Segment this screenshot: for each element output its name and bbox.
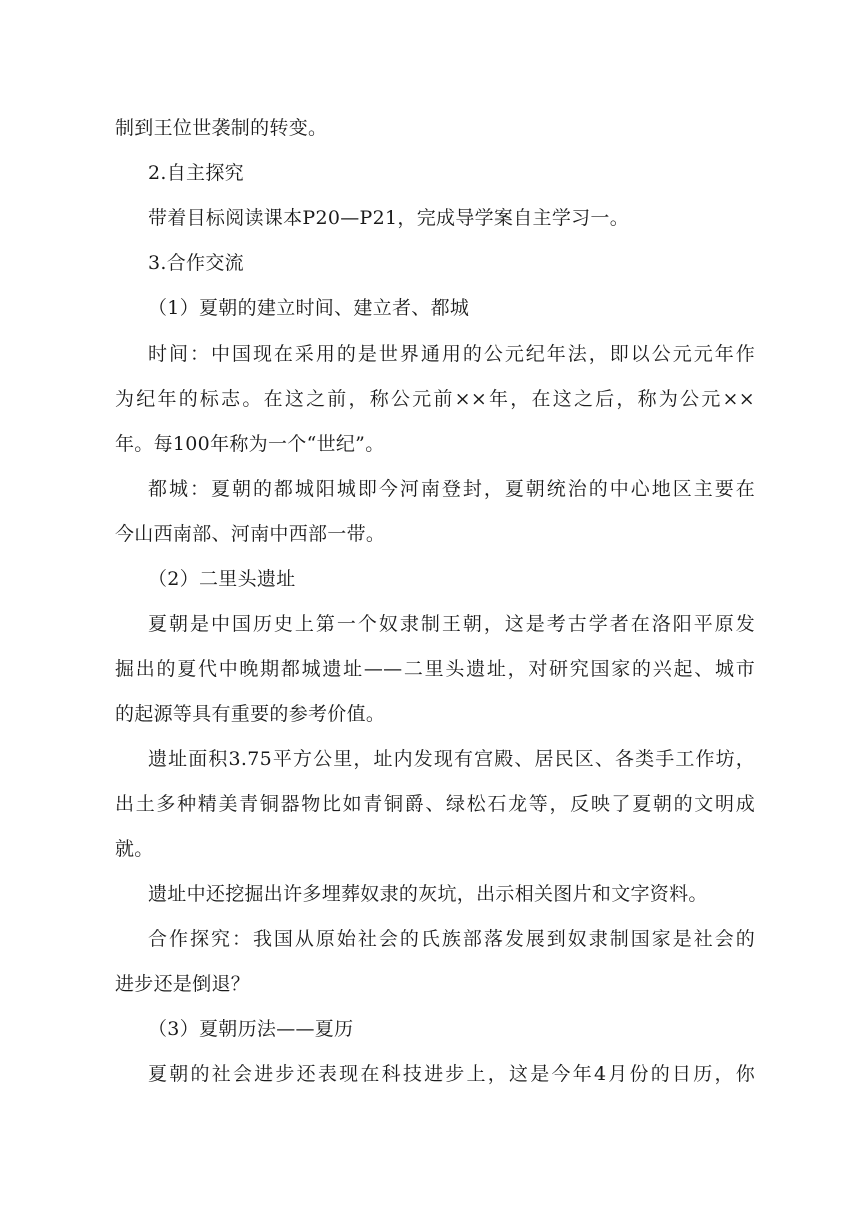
paragraph-line: 遗址面积3.75平方公里，址内发现有宫殿、居民区、各类手工作坊， xyxy=(148,748,755,770)
paragraph-line: 的起源等具有重要的参考价值。 xyxy=(115,703,386,725)
subsection-heading: （1）夏朝的建立时间、建立者、都城 xyxy=(148,297,470,319)
paragraph-line: 年。每100年称为一个“世纪”。 xyxy=(115,433,385,455)
paragraph-line: 时间：中国现在采用的是世界通用的公元纪年法，即以公元元年作 xyxy=(148,343,755,365)
paragraph-line: 带着目标阅读课本P20—P21，完成导学案自主学习一。 xyxy=(148,207,630,229)
paragraph-line: 夏朝是中国历史上第一个奴隶制王朝，这是考古学者在洛阳平原发 xyxy=(148,613,755,635)
paragraph-line: 今山西南部、河南中西部一带。 xyxy=(115,523,386,545)
paragraph-line: 出土多种精美青铜器物比如青铜爵、绿松石龙等，反映了夏朝的文明成 xyxy=(115,793,755,815)
subsection-heading: （3）夏朝历法——夏历 xyxy=(148,1018,354,1040)
subsection-heading: （2）二里头遗址 xyxy=(148,568,296,590)
paragraph-line: 就。 xyxy=(115,838,154,860)
paragraph-line: 为纪年的标志。在这之前，称公元前××年，在这之后，称为公元×× xyxy=(115,388,755,410)
paragraph-line: 制到王位世袭制的转变。 xyxy=(115,117,328,139)
paragraph-line: 都城：夏朝的都城阳城即今河南登封，夏朝统治的中心地区主要在 xyxy=(148,478,755,500)
paragraph-line: 夏朝的社会进步还表现在科技进步上，这是今年4月份的日历，你 xyxy=(148,1063,755,1085)
paragraph-line: 合作探究：我国从原始社会的氏族部落发展到奴隶制国家是社会的 xyxy=(148,928,755,950)
paragraph-line: 遗址中还挖掘出许多埋葬奴隶的灰坑，出示相关图片和文字资料。 xyxy=(148,883,708,905)
paragraph-line: 进步还是倒退？ xyxy=(115,973,251,995)
section-heading: 3.合作交流 xyxy=(148,252,244,274)
paragraph-line: 掘出的夏代中晚期都城遗址——二里头遗址，对研究国家的兴起、城市 xyxy=(115,658,755,680)
section-heading: 2.自主探究 xyxy=(148,162,244,184)
